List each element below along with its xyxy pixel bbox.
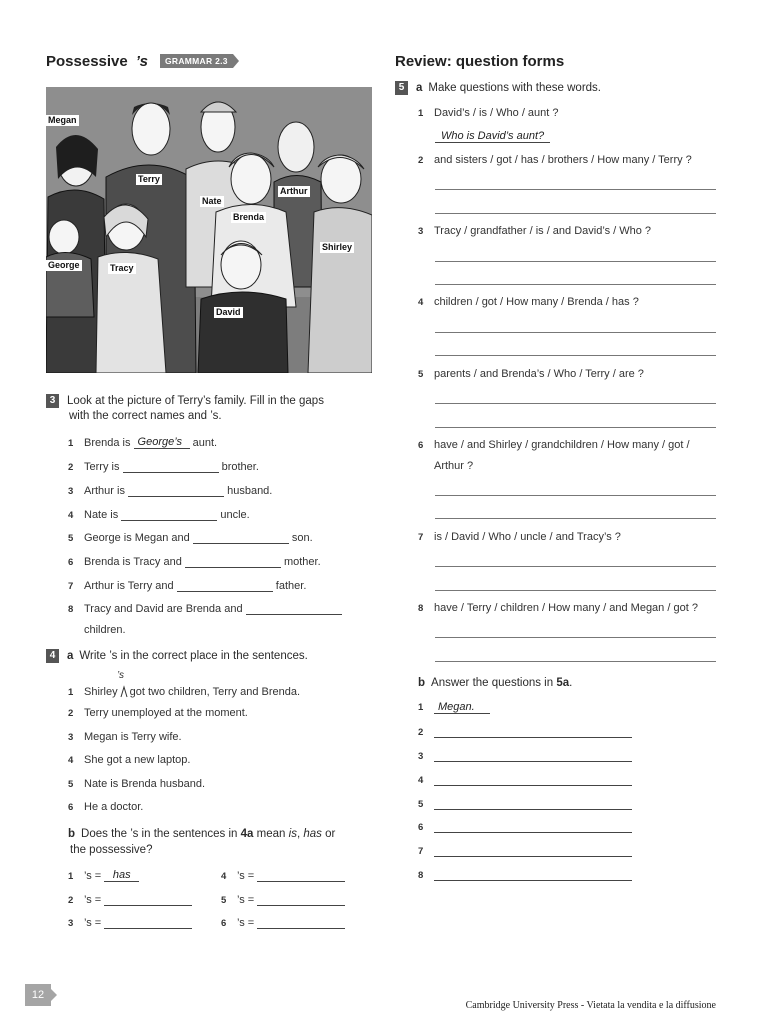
ex3-item-6: 6 Brenda is Tracy and mother. [68,556,321,568]
ex5b-item-1: 1 Megan. [418,701,490,714]
ex4-item-6: 6 He a doctor. [68,801,144,813]
ex3-item-5: 5 George is Megan and son. [68,532,313,544]
ex5-item-5-answer-line-1[interactable] [435,403,716,404]
family-illustration [46,87,372,373]
label-shirley: Shirley [322,242,353,252]
ex3-answer-6[interactable] [185,555,281,568]
ex4b-item-3: 3 ’s = [68,916,192,929]
ex4b-answer-5[interactable] [257,893,345,906]
ex5-item-3-answer-line-2[interactable] [435,284,716,285]
ex5b-answer-1[interactable]: Megan. [434,701,490,714]
label-nate: Nate [202,196,222,206]
label-david: David [216,307,241,317]
ex5-item-2-words: 2 and sisters / got / has / brothers / How many / Terry ? [418,154,692,166]
ex4-item-3: 3 Megan is Terry wife. [68,731,182,743]
ex3-answer-7[interactable] [177,579,273,592]
ex5-item-8-answer-line-1[interactable] [435,637,716,638]
ex5-item-3-words: 3 Tracy / grandfather / is / and David’s / Who ? [418,225,652,237]
ex5-item-6-answer-line-2[interactable] [435,518,716,519]
ex5-item-8-answer-line-2[interactable] [435,661,716,662]
ex5b-answer-7[interactable] [434,844,632,857]
label-arthur: Arthur [280,186,308,196]
ex5-item-5-words: 5 parents / and Brenda’s / Who / Terry / are ? [418,368,644,380]
ex5b-answer-4[interactable] [434,773,632,786]
exercise-number-badge: 5 [395,81,408,95]
ex3-item-7: 7 Arthur is Terry and father. [68,580,307,592]
ex4-item-1: 1 Shirley got two children, Terry and Brenda. [68,686,301,698]
ex5-item-6-words-line2: Arthur ? [434,460,474,472]
exercise-4a-instruction: 4 a Write ’s in the correct place in the sentences. [46,649,308,664]
right-column [395,50,720,881]
left-column [46,50,376,929]
ex4b-item-2: 2 ’s = [68,893,192,906]
exercise-4b-instruction-line2: the possessive? [70,844,153,856]
ex5b-answer-6[interactable] [434,820,632,833]
ex4b-answer-2[interactable] [104,893,192,906]
label-tracy: Tracy [110,263,134,273]
ex3-answer-4[interactable] [121,508,217,521]
ex5b-item-8: 8 [418,868,632,881]
ex5-item-8-words: 8 have / Terry / children / How many / and Megan / got ? [418,602,698,614]
title-italic: ’s [135,52,148,70]
ex5-item-4-answer-line-2[interactable] [435,355,716,356]
section-title-possessive [46,50,376,72]
ex3-item-8-continuation: children. [84,624,126,636]
section-title-review: Review: question forms [395,52,565,70]
ex3-answer-8[interactable] [246,602,342,615]
ex4b-answer-4[interactable] [257,869,345,882]
ex5-item-6-words: 6 have / and Shirley / grandchildren / How many / got / [418,439,690,451]
ex3-answer-2[interactable] [123,460,219,473]
exercise-3-instruction: 3 Look at the picture of Terry’s family. Fill in the gaps with the correct names and ’s. [46,394,324,424]
label-megan: Megan [48,115,77,125]
caret-insert-icon [119,684,129,698]
ex5b-item-6: 6 [418,820,632,833]
exercise-number-badge: 4 [46,649,59,663]
ex5-item-3-answer-line-1[interactable] [435,261,716,262]
ex3-item-8: 8 Tracy and David are Brenda and [68,602,342,615]
ex5-item-2-answer-line-1[interactable] [435,189,716,190]
ex5b-item-2: 2 [418,725,632,738]
exercise-5a-instruction: 5 a Make questions with these words. [395,81,601,96]
ex5-item-7-answer-line-2[interactable] [435,590,716,591]
ex5-item-1-words: 1 David’s / is / Who / aunt ? [418,107,559,119]
exercise-4b-instruction: b Does the ’s in the sentences in 4a mean is, has or [68,828,336,840]
ex3-item-3: 3 Arthur is husband. [68,485,273,497]
ex3-item-2: 2 Terry is brother. [68,461,259,473]
ex4b-item-1: 1 ’s = has [68,869,139,882]
ex3-answer-3[interactable] [128,484,224,497]
ex5-item-1-answer[interactable]: Who is David’s aunt? [435,130,550,143]
ex4b-item-6: 6 ’s = [221,916,345,929]
ex5b-item-5: 5 [418,797,632,810]
ex3-answer-5[interactable] [193,531,289,544]
ex4-item-2: 2 Terry unemployed at the moment. [68,707,248,719]
ex5-item-4-answer-line-1[interactable] [435,332,716,333]
ex4-item-5: 5 Nate is Brenda husband. [68,778,206,790]
ex5b-answer-5[interactable] [434,797,632,810]
ex5b-answer-2[interactable] [434,725,632,738]
ex5-item-7-answer-line-1[interactable] [435,566,716,567]
ex5-item-2-answer-line-2[interactable] [435,213,716,214]
label-terry: Terry [138,174,160,184]
title-text: Possessive [46,52,128,70]
ex4-item-4: 4 She got a new laptop. [68,754,191,766]
ex3-answer-1[interactable]: George’s [134,436,190,449]
ex4b-answer-3[interactable] [104,916,192,929]
ex5b-answer-8[interactable] [434,868,632,881]
ex3-item-4: 4 Nate is uncle. [68,509,250,521]
label-brenda: Brenda [233,212,265,222]
family-picture [46,87,372,373]
publisher-footer: Cambridge University Press - Vietata la vendita e la diffusione [465,1000,716,1011]
ex4b-item-4: 4 ’s = [221,869,345,882]
ex3-item-1: 1 Brenda is George’s aunt. [68,436,218,449]
ex4b-item-5: 5 ’s = [221,893,345,906]
ex5b-item-4: 4 [418,773,632,786]
ex5-item-7-words: 7 is / David / Who / uncle / and Tracy’s ? [418,531,621,543]
grammar-reference-tag[interactable]: GRAMMAR 2.3 [160,54,233,68]
label-george: George [48,260,80,270]
exercise-number-badge: 3 [46,394,59,408]
ex5b-item-3: 3 [418,749,632,762]
ex5-item-4-words: 4 children / got / How many / Brenda / has ? [418,296,639,308]
page-number-tab: 12 [25,984,51,1006]
ex5-item-6-answer-line-1[interactable] [435,495,716,496]
insertion-mark-text: ’s [117,670,125,681]
ex5-item-5-answer-line-2[interactable] [435,427,716,428]
exercise-5b-instruction: b Answer the questions in 5a. [418,677,573,689]
ex4b-answer-6[interactable] [257,916,345,929]
ex4b-answer-1[interactable]: has [104,869,139,882]
ex5b-item-7: 7 [418,844,632,857]
ex5b-answer-3[interactable] [434,749,632,762]
